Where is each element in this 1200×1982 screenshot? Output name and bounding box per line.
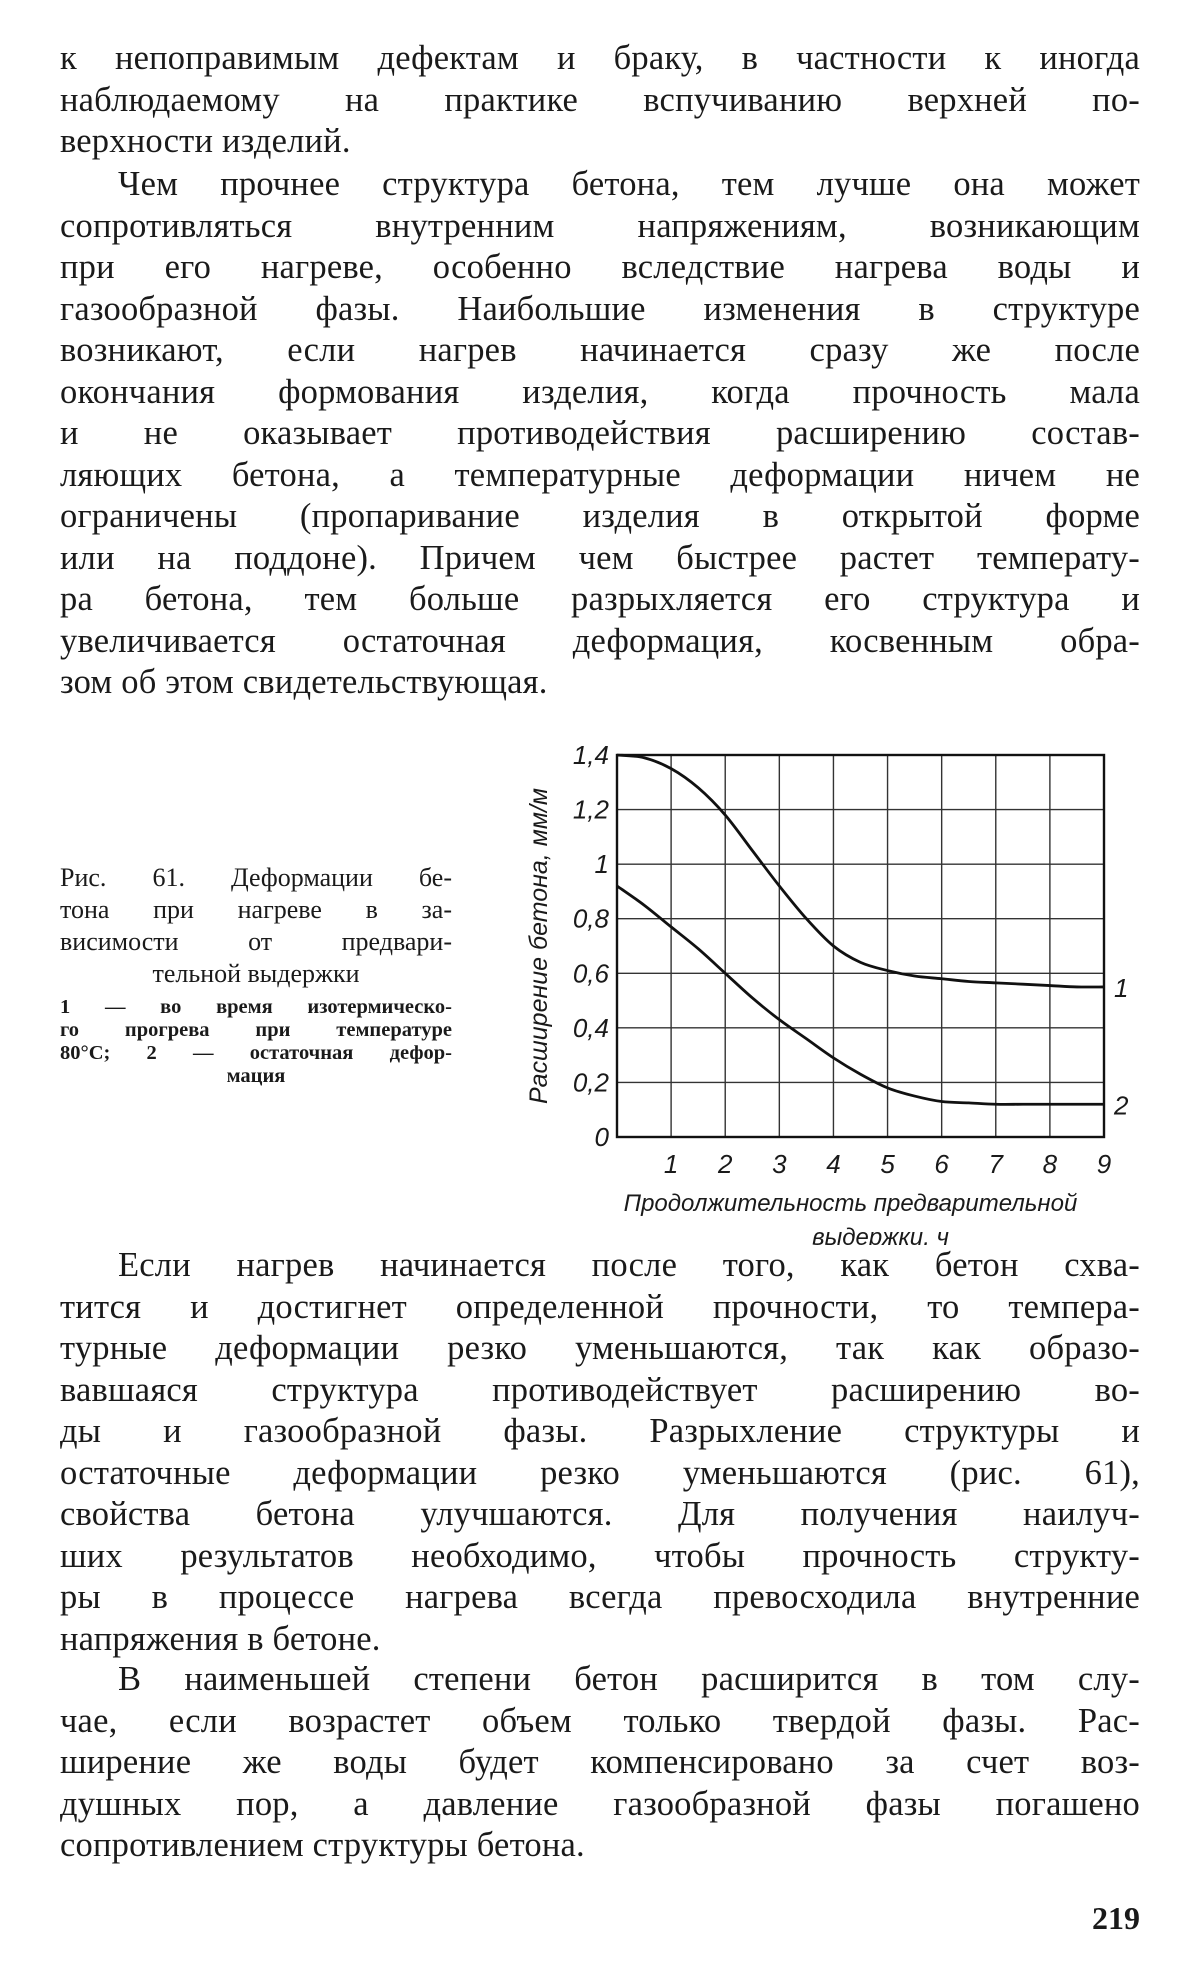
figure-caption-title bbox=[60, 862, 452, 990]
text-line: ры в процессе нагрева всегда превосходила внутренние bbox=[60, 1578, 1140, 1616]
x-tick-label: 4 bbox=[826, 1149, 841, 1179]
y-axis-label: Расширение бетона, мм/м bbox=[525, 787, 553, 1105]
paragraph-3 bbox=[60, 1245, 1140, 1660]
text-line: напряжения в бетоне. bbox=[60, 1619, 381, 1658]
text-line: свойства бетона улучшаются. Для получения наилуч- bbox=[60, 1495, 1140, 1533]
text-line: ширение же воды будет компенсировано за счет воз- bbox=[60, 1743, 1140, 1781]
paragraph-2 bbox=[60, 164, 1140, 704]
text-line: остаточные деформации резко уменьшаются (рис. 61), bbox=[60, 1453, 1140, 1492]
legend-line: мация bbox=[226, 1065, 286, 1087]
text-line: Чем прочнее структура бетона, тем лучше она может bbox=[118, 165, 1140, 203]
text-line: и не оказывает противодействия расширению состав- bbox=[60, 414, 1140, 452]
text-line: сопротивлением структуры бетона. bbox=[60, 1826, 585, 1864]
x-tick-label: 3 bbox=[772, 1149, 787, 1179]
x-tick-label: 1 bbox=[663, 1149, 679, 1179]
text-line: возникают, если нагрев начинается сразу же после bbox=[60, 331, 1140, 369]
text-line: верхности изделий. bbox=[60, 122, 351, 160]
paragraph-4 bbox=[60, 1659, 1140, 1867]
text-line: турные деформации резко уменьшаются, так как образо- bbox=[60, 1329, 1140, 1367]
x-axis-label: Продолжительность предварительной bbox=[623, 1190, 1078, 1217]
y-tick-label: 0,2 bbox=[572, 1067, 609, 1098]
y-tick-label: 0,6 bbox=[572, 958, 609, 989]
text-line: газообразной фазы. Наибольшие изменения в структуре bbox=[60, 289, 1140, 328]
text-line: ра бетона, тем больше разрыхляется его структура и bbox=[60, 580, 1140, 618]
x-tick-label: 9 bbox=[1096, 1149, 1112, 1179]
y-tick-label: 0,8 bbox=[572, 903, 609, 934]
x-tick-label: 6 bbox=[934, 1149, 949, 1179]
text-line: ды и газообразной фазы. Разрыхление структуры и bbox=[60, 1412, 1140, 1450]
text-line: к непоправимым дефектам и браку, в частности к иногда bbox=[60, 39, 1140, 77]
text-line: В наименьшей степени бетон расширится в том слу- bbox=[118, 1660, 1140, 1698]
chart-svg bbox=[525, 725, 1140, 1245]
y-tick-label: 1,2 bbox=[572, 794, 609, 825]
y-tick-label: 1 bbox=[594, 849, 609, 880]
series-label: 1 bbox=[1114, 972, 1129, 1003]
text-line: Если нагрев начинается после того, как бетон схва- bbox=[118, 1246, 1140, 1284]
x-tick-label: 7 bbox=[988, 1149, 1004, 1179]
text-line: при его нагреве, особенно вследствие нагрева воды и bbox=[60, 248, 1140, 286]
caption-line: висимости от предвари- bbox=[60, 927, 452, 956]
plot-frame bbox=[617, 755, 1104, 1137]
x-axis-label: выдержки, ч bbox=[812, 1224, 949, 1245]
text-line: душных пор, а давление газообразной фазы погашено bbox=[60, 1784, 1140, 1823]
y-tick-label: 1,4 bbox=[572, 740, 609, 770]
legend-line: 80°С; 2 — остаточная дефор- bbox=[60, 1042, 452, 1064]
text-line: ляющих бетона, а температурные деформации ничем не bbox=[60, 455, 1140, 494]
caption-line: тельной выдержки bbox=[152, 959, 360, 988]
text-line: увеличивается остаточная деформация, косвенным обра- bbox=[60, 621, 1140, 660]
series-label: 2 bbox=[1114, 1090, 1129, 1121]
figure-legend bbox=[60, 996, 452, 1088]
page-number: 219 bbox=[1092, 1900, 1140, 1936]
figure-61-chart bbox=[525, 725, 1140, 1245]
figure-caption bbox=[60, 862, 452, 1088]
y-tick-label: 0 bbox=[594, 1122, 609, 1152]
caption-line: тона при нагреве в за- bbox=[60, 895, 452, 924]
paragraph-1 bbox=[60, 38, 1140, 163]
text-line: вавшаяся структура противодействует расширению во- bbox=[60, 1370, 1140, 1409]
text-line: наблюдаемому на практике вспучиванию верхней по- bbox=[60, 80, 1140, 119]
y-tick-label: 0,4 bbox=[572, 1012, 609, 1043]
text-line: ограничены (пропаривание изделия в открытой форме bbox=[60, 497, 1140, 535]
x-tick-label: 8 bbox=[1042, 1149, 1058, 1179]
legend-line: го прогрева при температуре bbox=[60, 1019, 452, 1041]
x-tick-label: 5 bbox=[880, 1149, 895, 1179]
series-line-1 bbox=[617, 755, 1104, 987]
text-line: сопротивляться внутренним напряжениям, возникающим bbox=[60, 206, 1140, 245]
text-line: тится и достигнет определенной прочности, то темпера- bbox=[60, 1287, 1140, 1326]
text-line: чае, если возрастет объем только твердой фазы. Рас- bbox=[60, 1701, 1140, 1740]
text-line: ших результатов необходимо, чтобы прочность структу- bbox=[60, 1536, 1140, 1575]
legend-line: 1 — во время изотермическо- bbox=[60, 996, 452, 1018]
caption-line: Рис. 61. Деформации бе- bbox=[60, 863, 452, 892]
x-tick-label: 2 bbox=[717, 1149, 733, 1179]
text-line: зом об этом свидетельствующая. bbox=[60, 663, 548, 701]
text-line: или на поддоне). Причем чем быстрее растет температу- bbox=[60, 538, 1140, 577]
text-line: окончания формования изделия, когда прочность мала bbox=[60, 372, 1140, 411]
